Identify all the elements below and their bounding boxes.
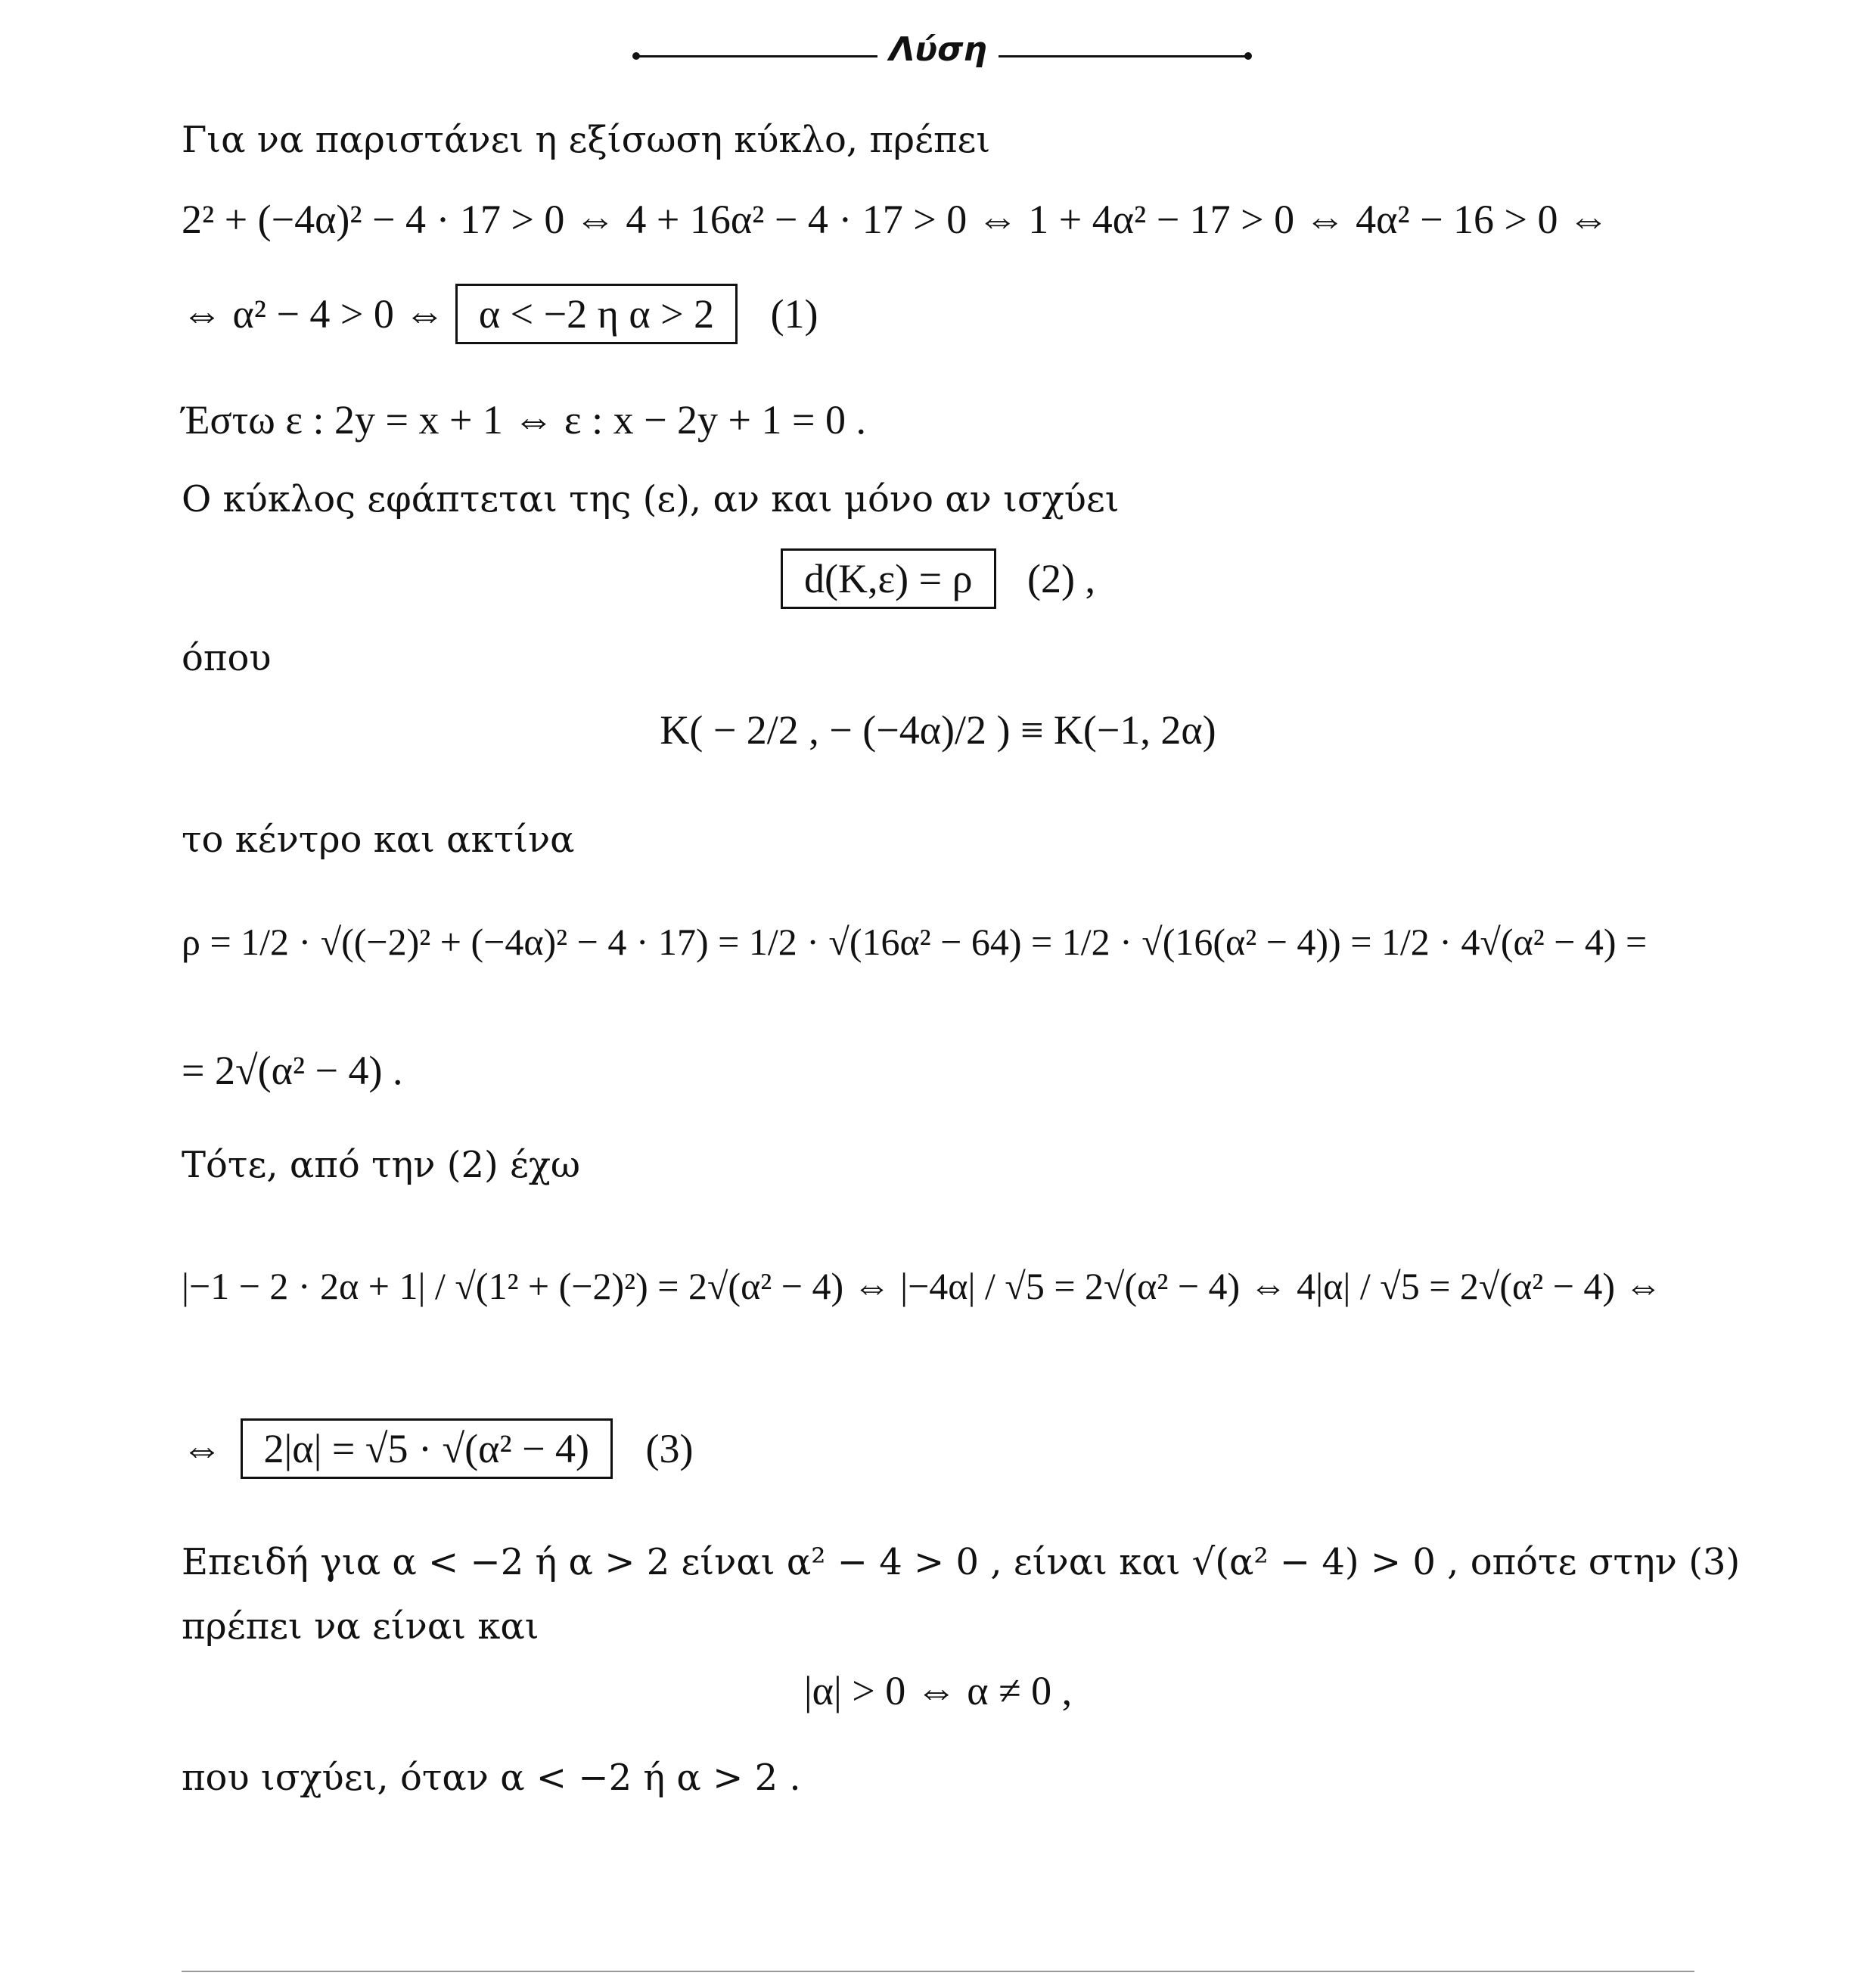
boxed-result-3: 2|α| = √5 · √(α² − 4) — [241, 1418, 613, 1479]
equation-result-3-prefix: ⇔ — [182, 1426, 222, 1471]
header-dot-right — [1244, 52, 1252, 60]
equation-result-1-prefix: ⇔ α² − 4 > 0 ⇔ — [182, 291, 446, 337]
equation-result-3 — [182, 1418, 694, 1479]
equation-result-1 — [182, 284, 818, 344]
text-then: Τότε, από την (2) έχω — [182, 1144, 581, 1186]
text-intro: Για να παριστάνει η εξίσωση κύκλο, πρέπει — [182, 119, 991, 161]
section-title: Λύση — [889, 30, 987, 69]
boxed-distance-equation: d(K,ε) = ρ — [781, 548, 996, 609]
text-conclusion: που ισχύει, όταν α < −2 ή α > 2 . — [182, 1757, 801, 1799]
text-tangent-condition: Ο κύκλος εφάπτεται της (ε), αν και μόνο αν ισχύει — [182, 478, 1120, 520]
text-since: Επειδή για α < −2 ή α > 2 είναι α² − 4 > 0 , είναι και √(α² − 4) > 0 , οπότε στην (3) — [182, 1541, 1741, 1583]
equation-tag-1: (1) — [770, 291, 818, 337]
footer-rule — [182, 1971, 1694, 1972]
equation-radius: ρ = 1/2 · √((−2)² + (−4α)² − 4 · 17) = 1/2 · √(16α² − 64) = 1/2 · √(16(α² − 4)) = 1/2 · 4√(α² − 4) = — [182, 921, 1648, 963]
equation-condition: 2² + (−4α)² − 4 · 17 > 0 ⇔ 4 + 16α² − 4 · 17 > 0 ⇔ 1 + 4α² − 17 > 0 ⇔ 4α² − 16 > 0 ⇔ — [182, 197, 1609, 242]
text-center-and-radius: το κέντρο και ακτίνα — [182, 819, 575, 861]
text-where: όπου — [182, 637, 272, 679]
equation-radius-result: = 2√(α² − 4) . — [182, 1048, 403, 1093]
header-rule-left — [635, 55, 877, 57]
section-header — [0, 30, 1876, 76]
equation-tag-2: (2) , — [1027, 556, 1095, 601]
equation-tangency: |−1 − 2 · 2α + 1| / √(1² + (−2)²) = 2√(α² − 4) ⇔ |−4α| / √5 = 2√(α² − 4) ⇔ 4|α| / √5 = 2√(α² − 4) ⇔ — [182, 1265, 1663, 1307]
equation-distance — [0, 548, 1876, 609]
text-must-be: πρέπει να είναι και — [182, 1605, 539, 1648]
line-equation-definition: Έστω ε : 2y = x + 1 ⇔ ε : x − 2y + 1 = 0 . — [182, 397, 866, 443]
equation-absolute-value: |α| > 0 ⇔ α ≠ 0 , — [803, 1668, 1073, 1713]
header-rule-right — [999, 55, 1248, 57]
equation-tag-3: (3) — [645, 1426, 694, 1471]
equation-center: K( − 2/2 , − (−4α)/2 ) ≡ K(−1, 2α) — [660, 707, 1216, 753]
boxed-result-1: α < −2 η α > 2 — [455, 284, 738, 344]
